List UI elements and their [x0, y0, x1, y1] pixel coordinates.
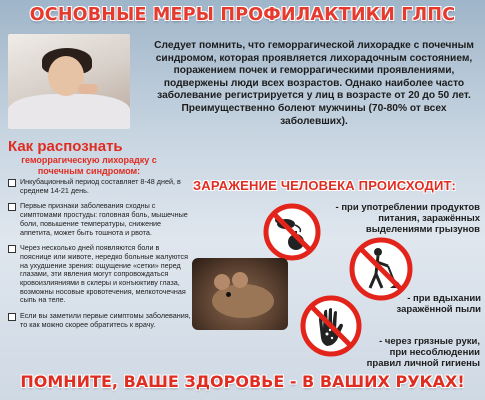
infection-title: ЗАРАЖЕНИЕ ЧЕЛОВЕКА ПРОИСХОДИТ: — [192, 178, 457, 193]
checkbox-icon — [8, 245, 16, 253]
symptom-text: Первые признаки заболевания сходны с симптомами простуды: головная боль, мышечные боли, повышение температуры, снижение аппетита, может быть тошнота и рвота. — [20, 201, 188, 237]
symptom-item — [6, 202, 192, 237]
intro-text: Следует помнить, что геморрагической лихорадке с почечным синдромом, которая проявляется лихорадочным состоянием, поражением почек и геморрагическими проявлениями, подвержены люди всех возрастов. Однако наиболее часто заболевание регистрируется у лиц в возрасте от 20 до 50 лет. Преимущественно болеют мужчины (70-80% от всех заболевших). — [154, 40, 474, 127]
symptom-item — [6, 244, 192, 305]
symptom-item — [6, 312, 192, 329]
symptom-list — [6, 178, 192, 337]
checkbox-icon — [8, 179, 16, 187]
checkbox-icon — [8, 203, 16, 211]
prohibited-dirty-hands-icon — [299, 294, 363, 358]
rodent-photo — [192, 258, 288, 330]
footer-slogan: ПОМНИТЕ, ВАШЕ ЗДОРОВЬЕ - В ВАШИХ РУКАХ! — [20, 372, 465, 391]
symptom-text: Если вы заметили первые симптомы заболевания, то как можно скорее обратитесь к врачу. — [20, 311, 191, 329]
symptom-item — [6, 178, 192, 195]
page-title: ОСНОВНЫЕ МЕРЫ ПРОФИЛАКТИКИ ГЛПС — [29, 5, 456, 25]
checkbox-icon — [8, 313, 16, 321]
recognize-subtitle: геморрагическую лихорадку с почечным синдромом: — [21, 155, 157, 176]
symptom-text: Инкубационный период составляет 8-48 дней, в среднем 14-21 день. — [20, 177, 181, 195]
route-food-caption: - при употреблении продуктов питания, заражённых выделениями грызунов — [335, 202, 480, 235]
prohibited-rodent-food-icon — [262, 202, 322, 262]
symptom-text: Через несколько дней появляются боли в пояснице или животе, нередко больные жалуются на ухудшение зрения: ощущение «сетки» перед глазами, эти явления могут сопровождаться кровоизлияниями в склеры и конъюктиву глаза, возможны носовые кровотечения, мелкоточечная сыпь на теле. — [20, 243, 188, 305]
sick-person-photo — [8, 34, 130, 129]
route-hands-caption: - через грязные руки, при несоблюдении правил личной гигиены — [366, 336, 480, 369]
route-dust-caption: - при вдыхании заражённой пыли — [396, 293, 481, 315]
recognize-title: Как распознать — [8, 138, 123, 155]
